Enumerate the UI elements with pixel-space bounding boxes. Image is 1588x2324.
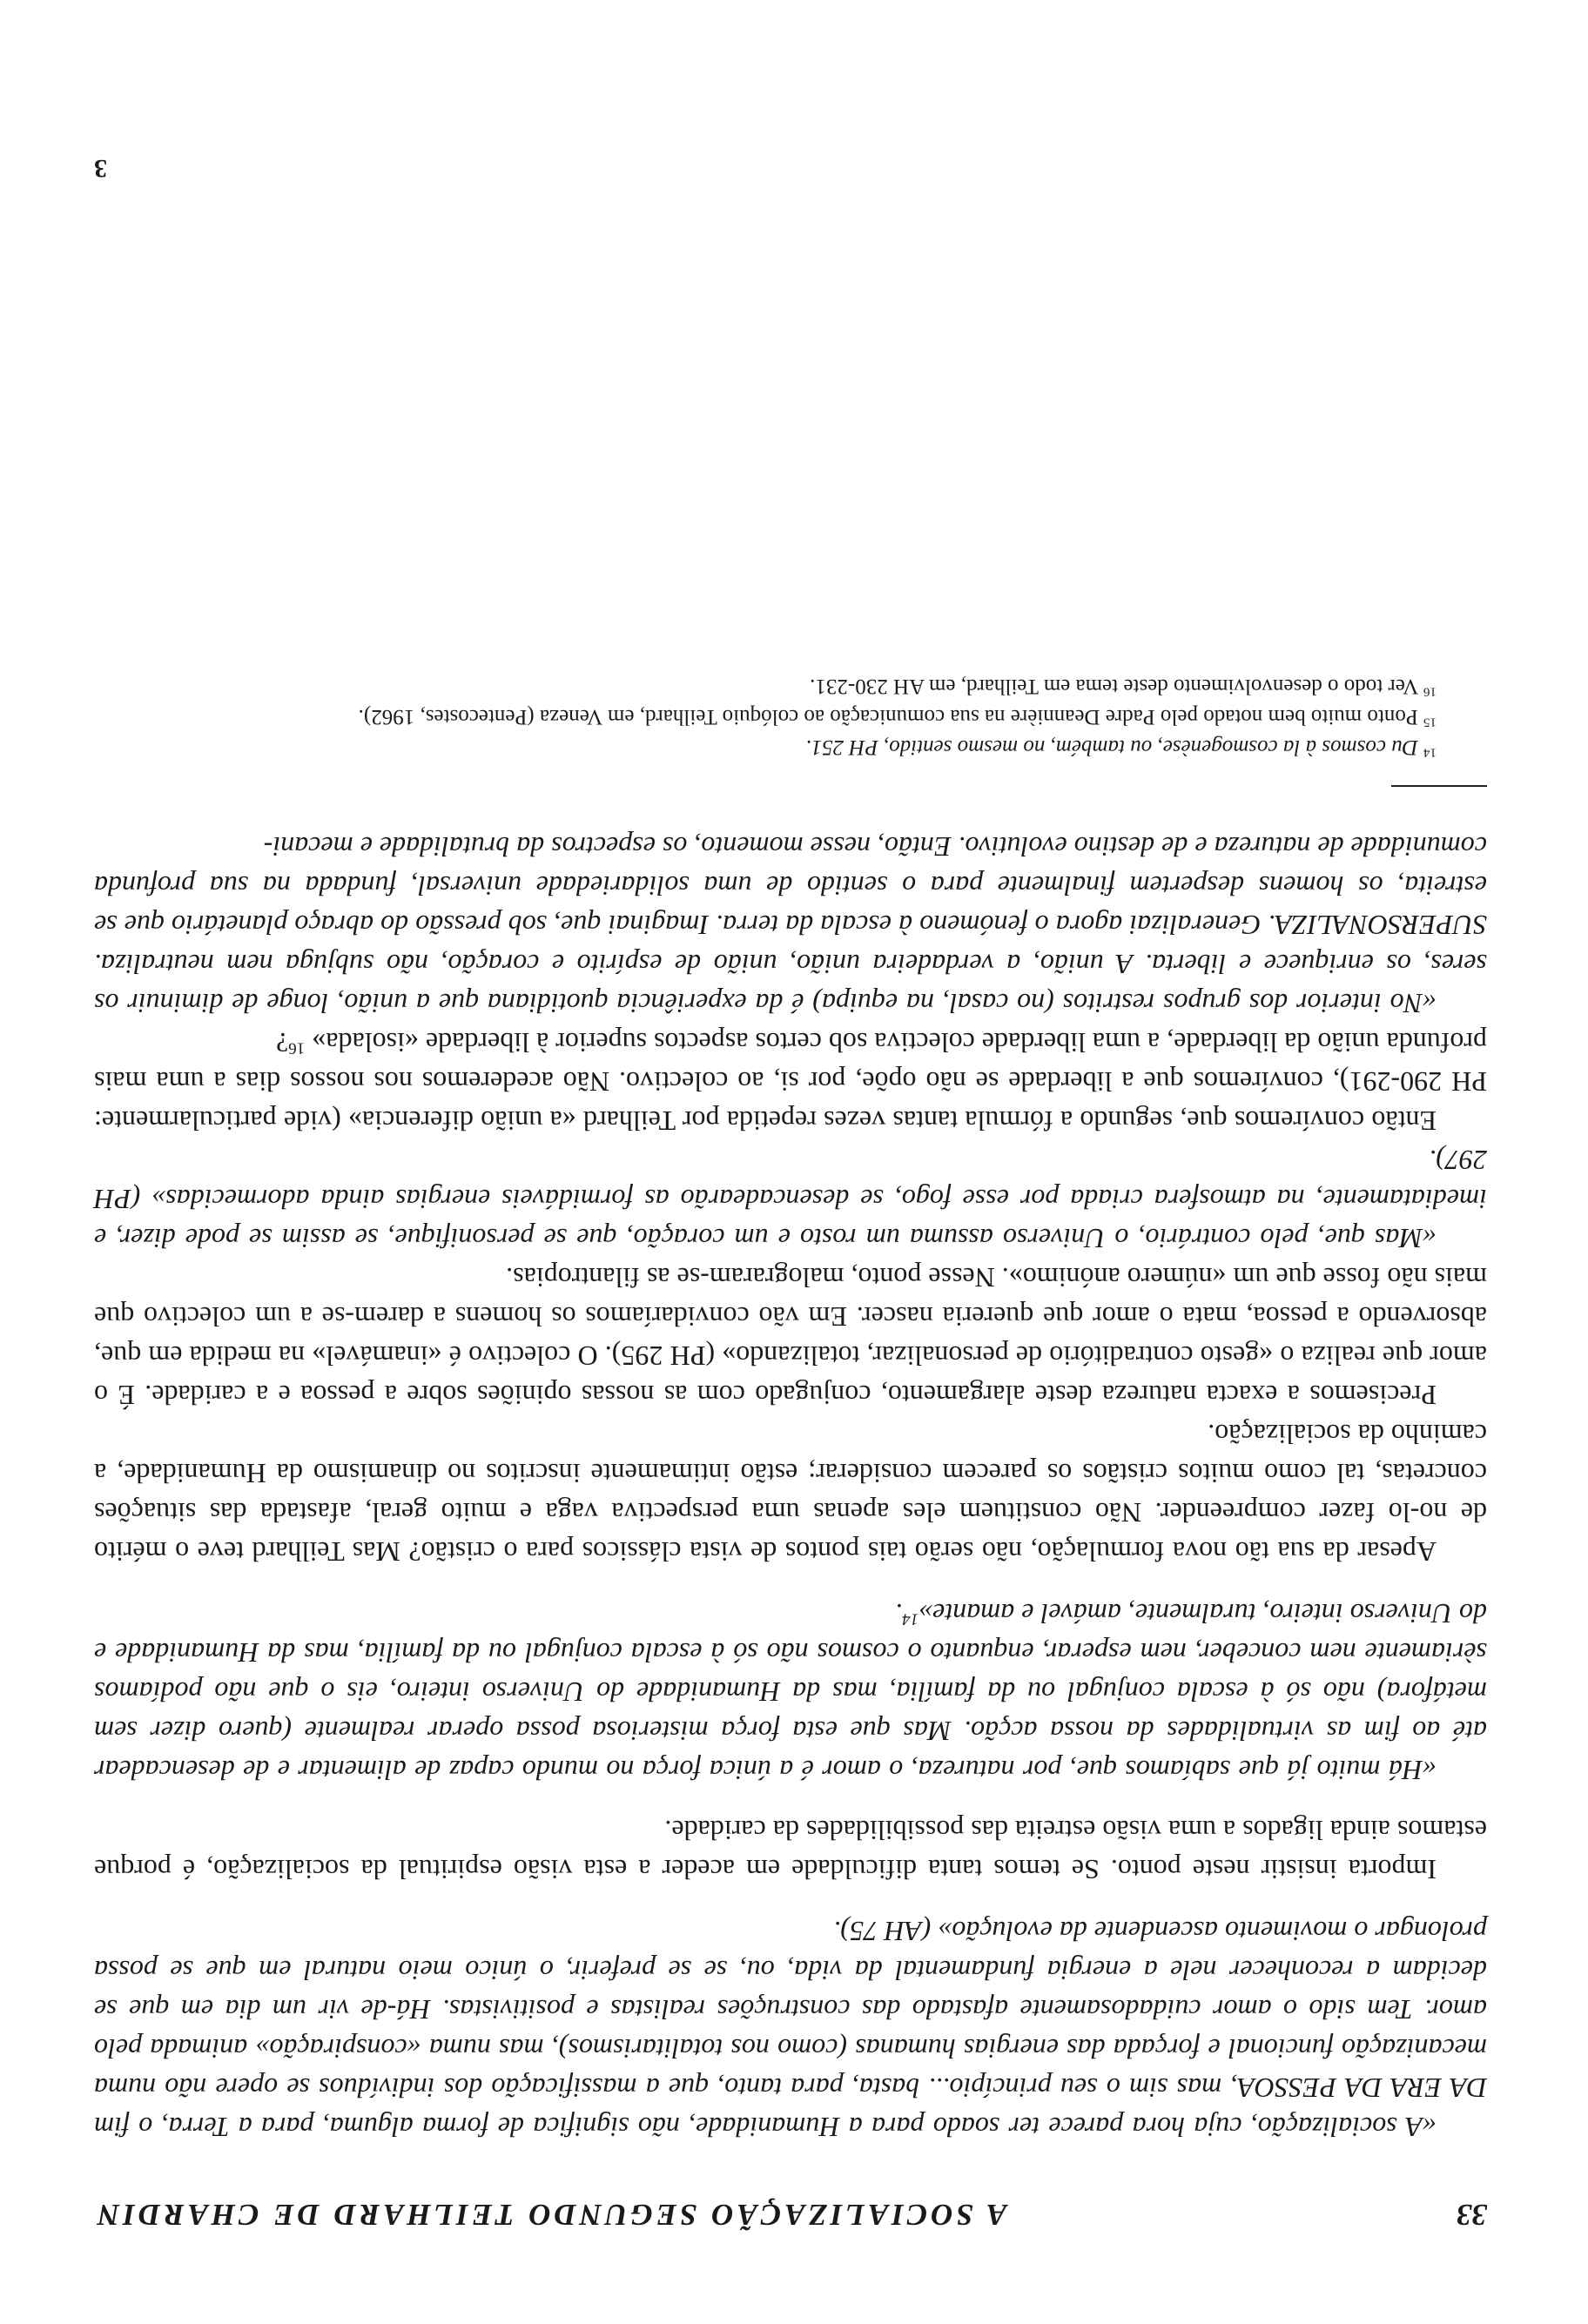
page-number: 33 bbox=[1457, 2198, 1487, 2232]
footnote-number: 16 bbox=[1423, 684, 1437, 699]
footnote-ref: 16 bbox=[288, 1038, 306, 1058]
page-content bbox=[94, 154, 1487, 2232]
quote-paragraph: «Há muito já que sabíamos que, por natureza, o amor é a única força no mundo capaz de alimentar e de desencadear até ao fim as virtualidades da nossa acção. Mas que esta força misteriosa possa operar realmente (quero dizer sem metáfora) não só à escala conjugal ou da família, mas da Humanidade do Universo inteiro, eis o que não podíamos sèriamente nem conceber, nem esperar, enquanto o cosmos não só à escala conjugal ou da família, mas da Humanidade e do Universo inteiro, turalmente, amável e amante»$^{14}$. bbox=[94, 1598, 1487, 1786]
body-paragraph: Importa insistir neste ponto. Se temos tanta dificuldade em aceder a esta visão espiritual da socialização, é porque estamos ainda ligados a uma visão estreita das possibilidades da caridade. bbox=[94, 1815, 1487, 1885]
footnote-text: Ponto muito bem notado pelo Padre Deannière na sua comunicação ao colóquio Teilhard, em Veneza (Pentecostes, 1962). bbox=[358, 705, 1418, 729]
footnote-number: 15 bbox=[1423, 715, 1437, 729]
body-paragraph: Precisemos a exacta natureza deste alargamento, conjugado com as nossas opiniões sobre a pessoa e a caridade. É o amor que realiza o «gesto contraditório de personalizar, totalizando» (PH 295). O colectivo é «inamável» na medida em que, absorvendo a pessoa, mata o amor que quereria nascer. Em vão convidaríamos os homens a darem-se a um colectivo que mais não fosse que um «número anónimo». Nesse ponto, malograram-se as filantropias. bbox=[94, 1262, 1487, 1411]
body-text: Então convíremos que, segundo a fórmula tantas vezes repetida por Teilhard «a união diferencia» (vide particularmente: PH 290-291), convíremos que a liberdade se não opõe, por si, ao colectivo. Não acederemos nos nossos dias a uma mais profunda união da liberdade, a uma liberdade colectiva sob certos aspectos superior à liberdade «isolada» bbox=[94, 1027, 1487, 1137]
footnote-divider bbox=[1391, 785, 1487, 787]
running-head bbox=[94, 2197, 1487, 2232]
quote-text: «Há muito já que sabíamos que, por natureza, o amor é a única força no mundo capaz de alimentar e de desencadear até ao fim as virtualidades da nossa acção. Mas que esta força misteriosa possa operar realmente (quero dizer sem metáfora) não só à escala conjugal ou da família, mas da Humanidade do Universo inteiro, eis o que não podíamos sèriamente nem conceber, nem esperar, enquanto o cosmos não só à escala conjugal ou da família, mas da Humanidade e do Universo inteiro, turalmente, amável e amante» bbox=[94, 1598, 1487, 1786]
quote-paragraph: «No interior dos grupos restritos (no casal, na equipa) é da experiência quotidiana que a união, longe de diminuir os seres, os enriquece e liberta. A união, a verdadeira união, união de espírito e coração, não subjuga nem neutraliza. SUPERSONALIZA. Generalizai agora o fenómeno à escala da terra. Imaginai que, sob pressão do abraço planetário que se estreita, os homens despertem finalmente para o sentido de uma solidariedade universal, fundada na sua profunda comunidade de natureza e de destino evolutivo. Então, nesse momento, os espectros da brutalidade e mecani- bbox=[94, 831, 1487, 1019]
signature-mark: 3 bbox=[94, 154, 107, 183]
footnote bbox=[94, 702, 1487, 732]
footnote bbox=[94, 732, 1487, 762]
footnote-number: 14 bbox=[1423, 745, 1437, 760]
body-paragraph: Então convíremos que, segundo a fórmula tantas vezes repetida por Teilhard «a união diferencia» (vide particularmente: PH 290-291), convíremos que a liberdade se não opõe, por si, ao colectivo. Não acederemos nos nossos dias a uma mais profunda união da liberdade, a uma liberdade colectiva sob certos aspectos superior à liberdade «isolada» $^{16}$? bbox=[94, 1027, 1487, 1137]
footnote-text: Ver todo o desenvolvimento deste tema em Teilhard, em AH 230-231. bbox=[810, 675, 1419, 698]
quote-paragraph: «A socialização, cuja hora parece ter soado para a Humanidade, não significa de forma alguma, para a Terra, o fim DA ERA DA PESSOA, mas sim o seu princípio... basta, para tanto, que a massificação dos indivíduos se opere não numa mecanização funcional e forçada das energias humanas (como nos totalitarismos), mas numa «conspiração» animada pelo amor. Tem sido o amor cuidadosamente afastado das construções realistas e positivistas. Há-de vir um dia em que se decidam a reconhecer nele a energia fundamental da vida, ou, se se preferir, o único meio natural em que se possa prolongar o movimento ascendente da evolução» (AH 75). bbox=[94, 1916, 1487, 2143]
footnote-text: Du cosmos à la cosmogenèse, ou também, no mesmo sentido, PH 251. bbox=[805, 735, 1418, 759]
body-paragraph: Apesar da sua tão nova formulação, não serão tais pontos de vista clássicos para o cristão? Mas Teilhard teve o mérito de no-lo fazer compreender. Não constituem eles apenas uma perspectiva vaga e muito geral, afastada das situações concretas, tal como muitos cristãos os parecem considerar; estão intimamente inscritos no dinamismo da Humanidade, a caminho da socialização. bbox=[94, 1419, 1487, 1568]
footnote-ref: 14 bbox=[902, 1609, 919, 1629]
footnote bbox=[94, 671, 1487, 702]
running-title: A SOCIALIZAÇÃO SEGUNDO TEILHARD DE CHARDIN bbox=[94, 2198, 1007, 2232]
quote-paragraph: «Mas que, pelo contrário, o Universo assuma um rosto e um coração, que se personifique, se assim se pode dizer, e imediatamente, na atmosfera criada por esse fogo, se desencadearão as formidáveis energias ainda adormecidas» (PH 297). bbox=[94, 1145, 1487, 1254]
